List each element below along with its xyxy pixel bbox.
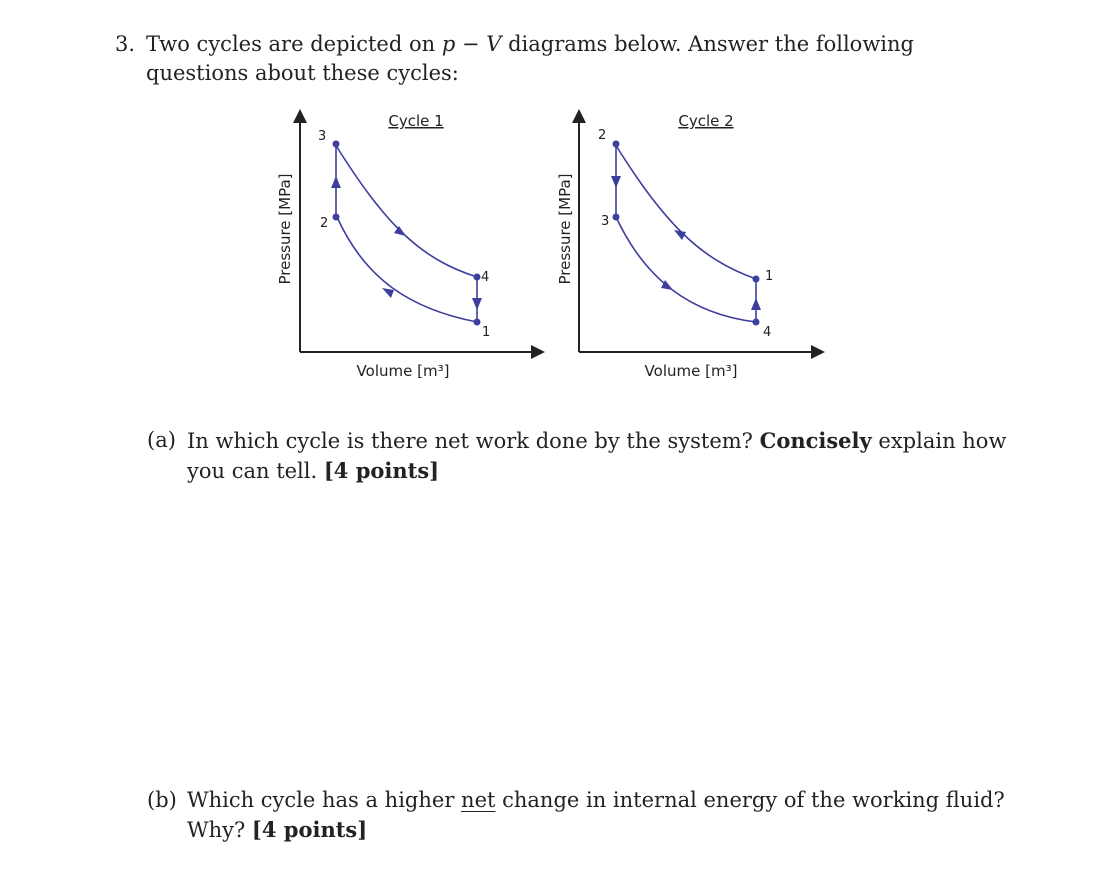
cycle-1-label-3: 3 xyxy=(318,129,327,144)
part-a xyxy=(147,426,1017,486)
part-a-text-1: In which cycle is there net work done by the system? xyxy=(187,429,760,453)
cycle-1-label-2: 2 xyxy=(320,216,329,231)
cycle-1-label-4: 4 xyxy=(481,270,490,285)
cycle-1-svg xyxy=(270,104,570,389)
cycle-2-point-4 xyxy=(753,319,760,326)
question-heading xyxy=(115,30,1015,88)
cycle-2-point-2 xyxy=(613,141,620,148)
pv-diagram-cycle-1 xyxy=(270,104,570,389)
cycle-2-svg xyxy=(550,104,850,389)
cycle-2-label-1: 1 xyxy=(765,269,774,284)
cycle-2-ylabel: Pressure [MPa] xyxy=(556,173,574,285)
cycle-2-label-4: 4 xyxy=(763,325,772,340)
cycle-2-label-3: 3 xyxy=(601,214,610,229)
question-text-pre: Two cycles are depicted on xyxy=(146,32,442,56)
cycle-1-xlabel: Volume [m³] xyxy=(356,362,450,380)
cycle-1-title: Cycle 1 xyxy=(388,112,444,130)
cycle-1-arrow-down xyxy=(472,298,482,310)
part-a-label: (a) xyxy=(147,428,176,452)
cycle-1-point-2 xyxy=(333,214,340,221)
cycle-2-title: Cycle 2 xyxy=(678,112,734,130)
cycle-1-arrow-left xyxy=(382,288,394,298)
part-b-underlined: net xyxy=(461,788,496,812)
question-math: p − V xyxy=(441,32,502,56)
cycle-1-point-4 xyxy=(474,274,481,281)
cycle-2-arrow-down xyxy=(611,176,621,188)
part-a-text xyxy=(187,426,1017,486)
cycle-2-arrow-up xyxy=(751,298,761,310)
cycle-1-point-1 xyxy=(474,319,481,326)
part-b-points: [4 points] xyxy=(251,817,368,842)
part-b-text-2: change in internal energy of the working fluid? Why? xyxy=(187,788,1005,842)
question-text-post: diagrams below. Answer the following questions about these cycles: xyxy=(146,32,914,85)
cycle-2-point-1 xyxy=(753,276,760,283)
part-a-points: [4 points] xyxy=(323,458,440,483)
cycle-2-point-3 xyxy=(613,214,620,221)
question-number: 3. xyxy=(115,32,136,56)
cycle-2-label-2: 2 xyxy=(598,128,607,143)
question-text xyxy=(146,30,1015,88)
part-a-text-2: explain how you can tell. xyxy=(187,429,1007,483)
cycle-1-arrow-down-right xyxy=(394,226,406,236)
part-a-bold: Concisely xyxy=(759,428,872,453)
part-b-label: (b) xyxy=(147,788,177,812)
part-b xyxy=(147,786,1017,845)
cycle-1-ylabel: Pressure [MPa] xyxy=(276,173,294,285)
cycle-2-arrow-up-left xyxy=(674,230,686,240)
part-b-text xyxy=(187,786,1017,845)
cycle-1-curve-3-4 xyxy=(335,144,477,277)
cycle-1-label-1: 1 xyxy=(482,325,491,340)
pv-diagram-cycle-2 xyxy=(550,104,850,389)
part-b-text-1: Which cycle has a higher xyxy=(187,788,462,812)
cycle-1-arrow-up xyxy=(331,176,341,188)
cycle-2-xlabel: Volume [m³] xyxy=(644,362,738,380)
cycle-2-curve-1-2 xyxy=(615,144,756,279)
cycle-1-point-3 xyxy=(333,141,340,148)
